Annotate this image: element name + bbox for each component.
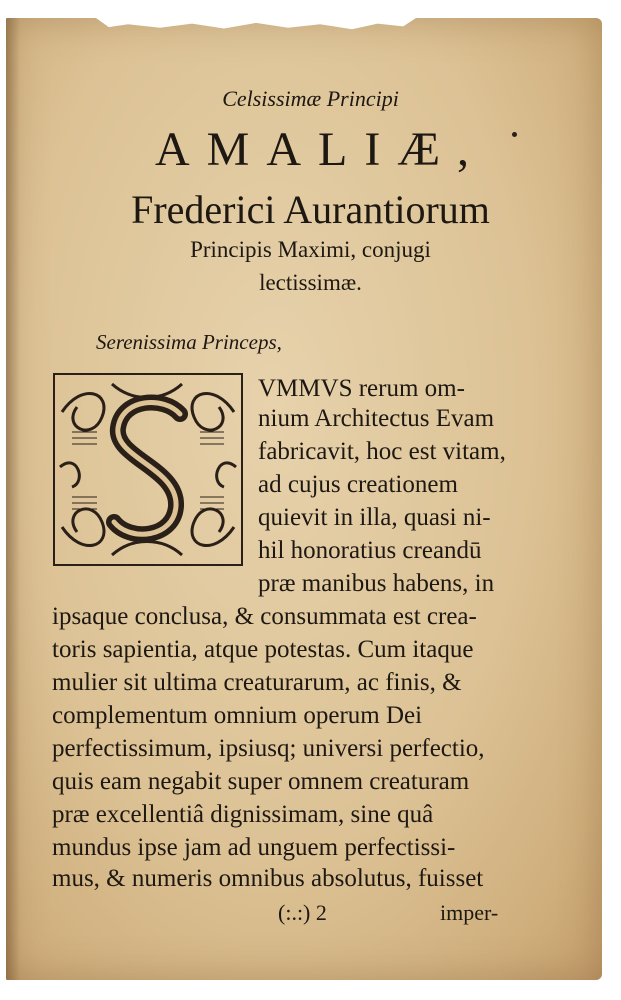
catchword: imper- [440,900,499,925]
text-line: perfectissimum, ipsiusq; universi perfectio, [52,735,485,762]
text-line: mundus ipse jam ad unguem perfectissi- [52,834,456,861]
text-line: præ excellentiâ dignissimam, sine quâ [52,801,434,828]
text-line: fabricavit, hoc est vitam, [258,438,506,465]
salutation: Serenissima Princeps, [96,330,282,354]
dedication-line-5: lectissimæ. [259,270,362,295]
ink-spot [512,132,517,137]
dedication-line-1: Celsissimæ Principi [222,86,399,111]
signature-mark: (:.:) 2 [278,900,327,925]
decorated-initial-s [52,372,244,567]
text-line: mulier sit ultima creaturarum, ac finis, & [52,669,462,696]
torn-edge [96,18,416,32]
text-line: mus, & numeris omnibus absolutus, fuisset [52,865,484,892]
text-line: toris sapientia, atque potestas. Cum itaque [52,636,474,663]
text-line: nium Architectus Evam [258,405,495,432]
dedication-line-3: Frederici Aurantiorum [131,187,490,232]
text-line: complementum omnium operum Dei [52,702,423,729]
text-line: ad cujus creationem [258,471,458,498]
text-line: præ manibus habens, in [258,570,495,597]
text-line: quievit in illa, quasi ni- [258,504,491,531]
text-line: ipsaque conclusa, & consummata est crea- [52,603,477,630]
dedication-line-4: Principis Maximi, conjugi [190,237,431,262]
text-line: VMMVS rerum om- [258,375,465,402]
text-line: hil honoratius creandū [258,537,482,564]
text-line: quis eam negabit super omnem creaturam [52,768,470,795]
dedication-line-2: AMALIÆ, [155,123,486,176]
